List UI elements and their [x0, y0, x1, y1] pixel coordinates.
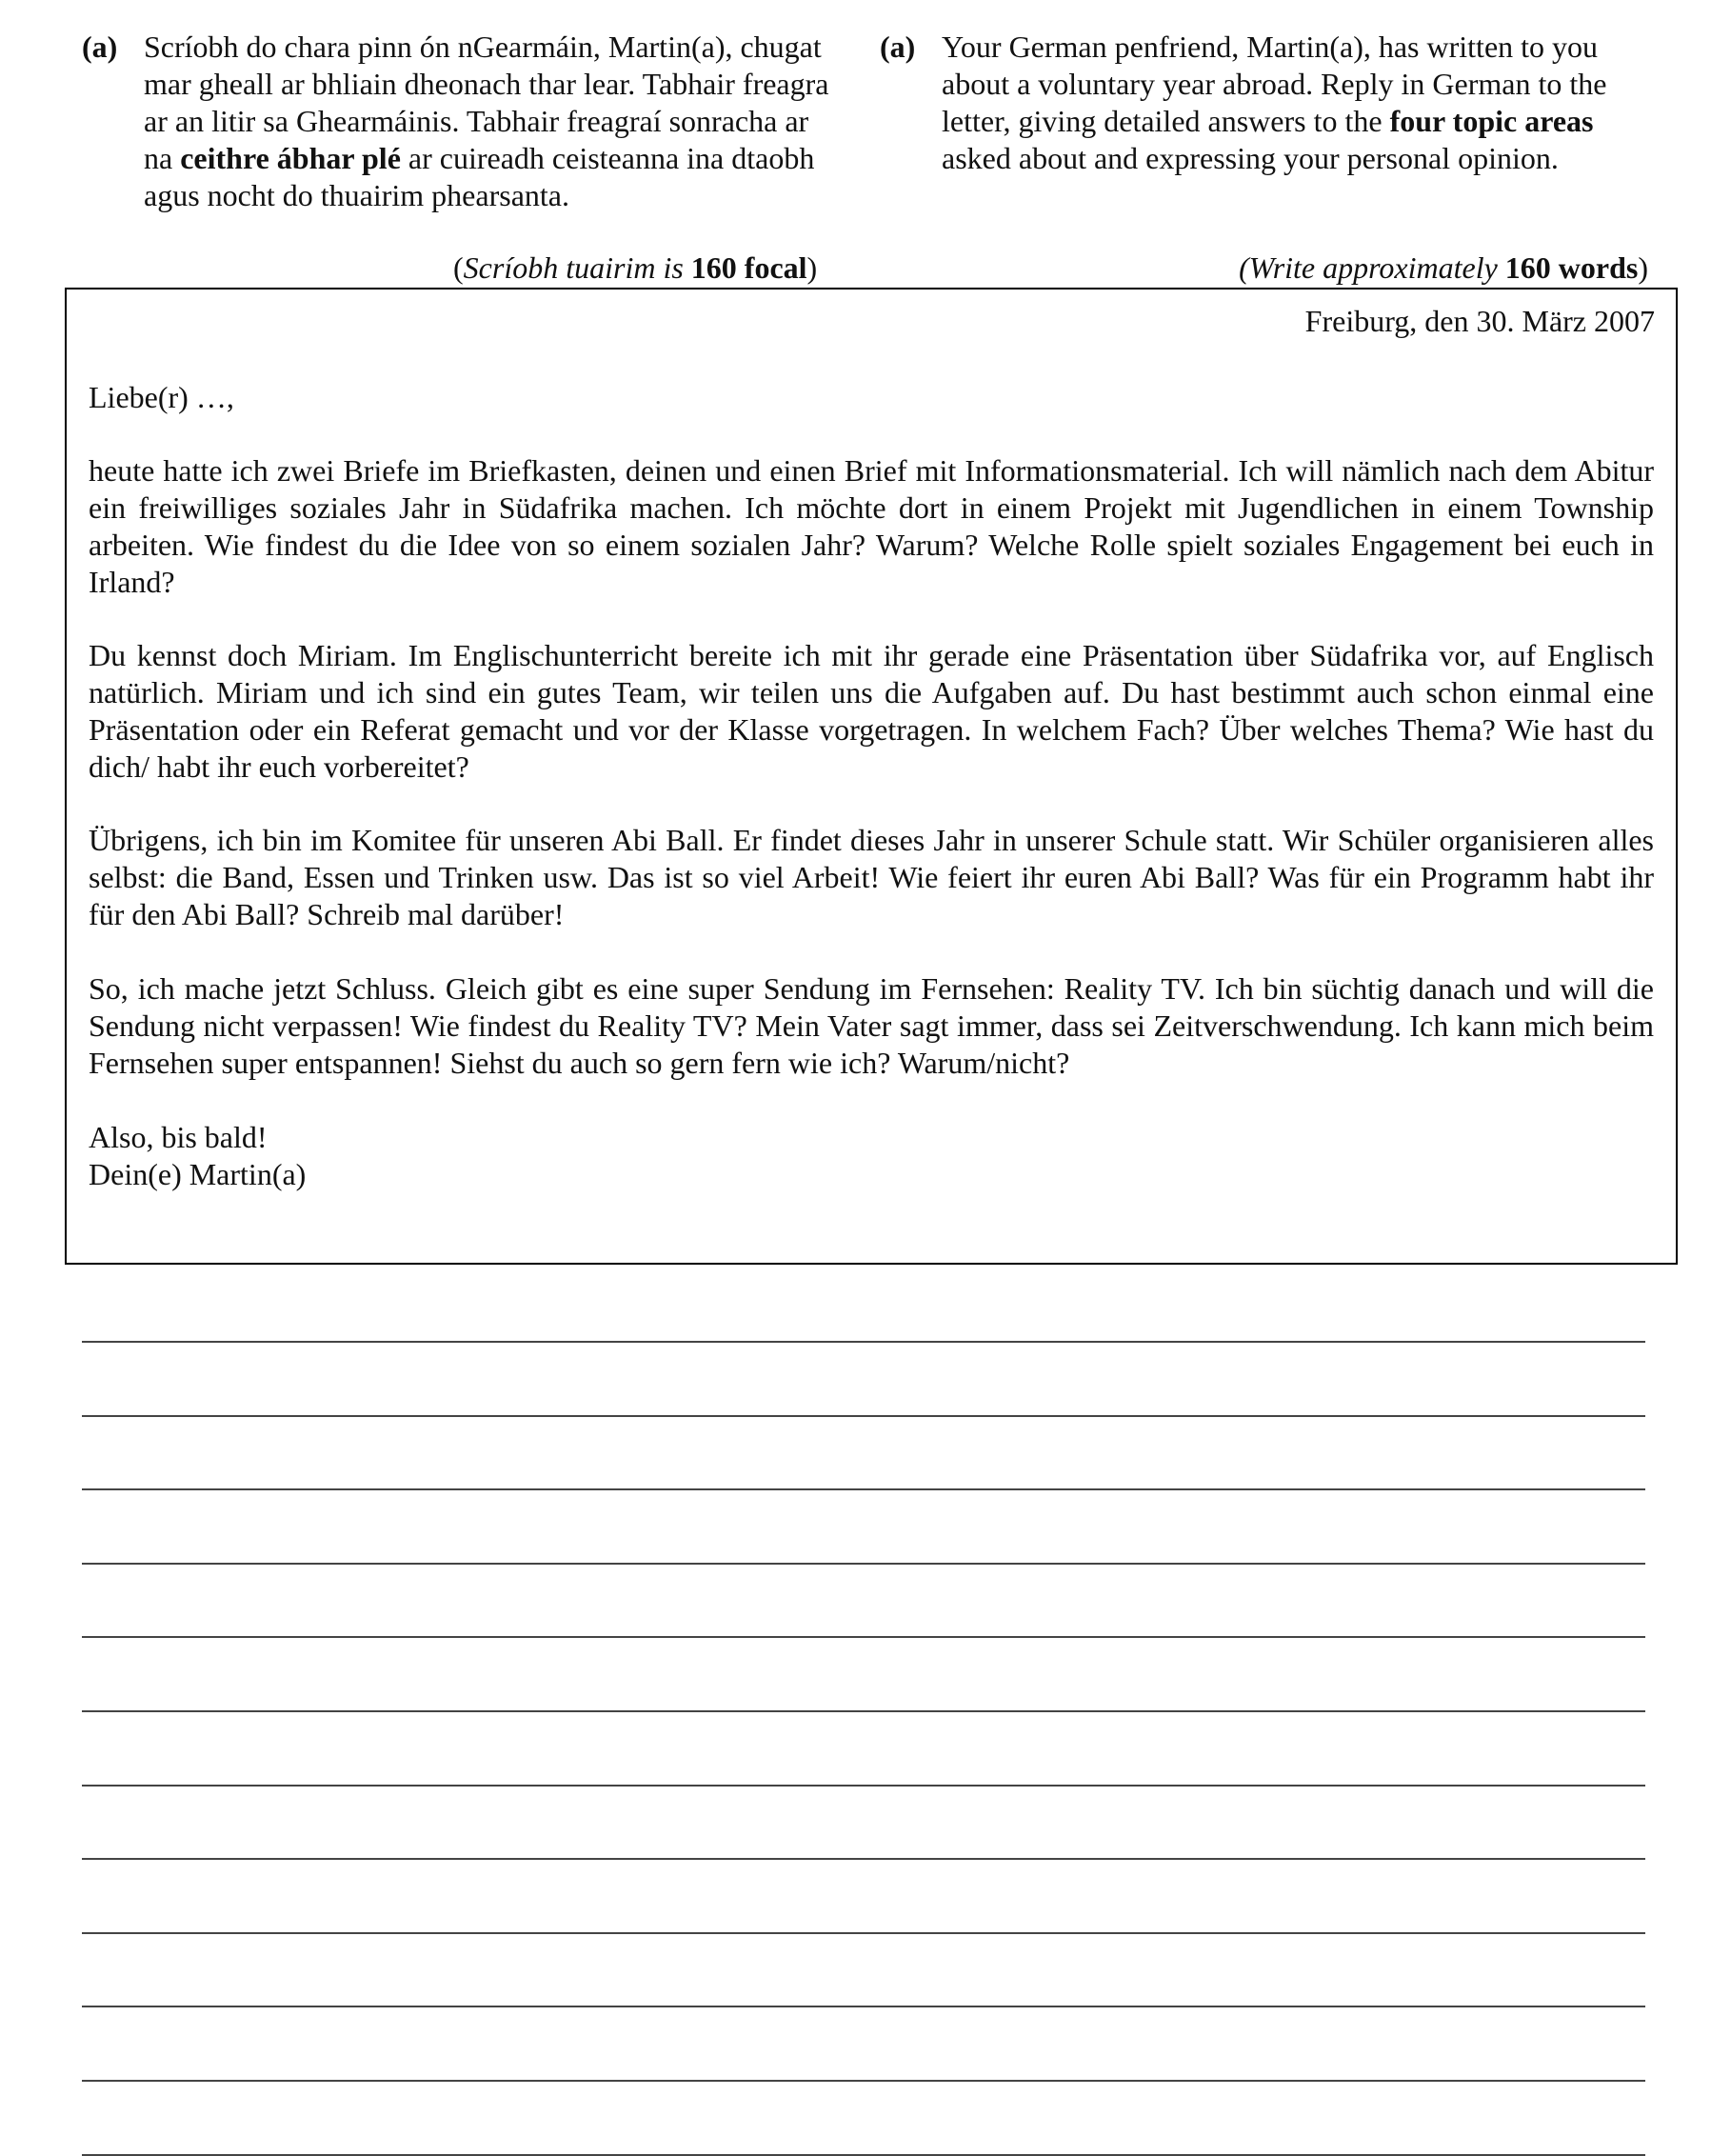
word-count-irish: (Scríobh tuairim is 160 focal): [453, 250, 818, 285]
answer-line[interactable]: [82, 1488, 1645, 1490]
letter-paragraph: Übrigens, ich bin im Komitee für unseren Abi Ball. Er findet dieses Jahr in unserer Schule statt. Wir Schüler organisieren alles selbst: die Band, Essen und Trinken usw. Das ist so viel Arbeit! Wie feiert ihr euren Abi Ball? Was für ein Programm habt ihr für den Abi Ball? Schreib mal darüber!: [89, 823, 1654, 931]
letter-date: Freiburg, den 30. März 2007: [1304, 304, 1655, 338]
question-label-irish: (a): [82, 30, 118, 64]
answer-line[interactable]: [82, 1563, 1645, 1565]
answer-lines: [82, 0, 1645, 2156]
letter-greeting: Liebe(r) …,: [89, 380, 234, 414]
instruction-english-text: Your German penfriend, Martin(a), has written to you about a voluntary year abroad. Reply in German to the letter, giving detailed answers to the four topic areas asked about and expressing your personal opinion.: [942, 30, 1607, 175]
question-label-english: (a): [880, 30, 916, 64]
answer-line[interactable]: [82, 2080, 1645, 2082]
answer-line[interactable]: [82, 1858, 1645, 1860]
answer-line[interactable]: [82, 1341, 1645, 1343]
letter-paragraph: heute hatte ich zwei Briefe im Briefkasten, deinen und einen Brief mit Informationsmaterial. Ich will nämlich nach dem Abitur ein freiwilliges soziales Jahr in Südafrika machen. Ich möchte dort in einem Projekt mit Jugendlichen in einem Township arbeiten. Wie findest du die Idee von so einem sozialen Jahr? Warum? Welche Rolle spielt soziales Engagement bei euch in Irland?: [89, 453, 1654, 599]
answer-line[interactable]: [82, 1932, 1645, 1934]
answer-line[interactable]: [82, 1710, 1645, 1712]
letter-paragraph: So, ich mache jetzt Schluss. Gleich gibt es eine super Sendung im Fernsehen: Reality TV. Ich bin süchtig danach und will die Sendung nicht verpassen! Wie findest du Reality TV? Mein Vater sagt immer, dass sei Zeitverschwendung. Ich kann mich beim Fernsehen super entspannen! Siehst du auch so gern fern wie ich? Warum/nicht?: [89, 971, 1654, 1080]
answer-line[interactable]: [82, 1415, 1645, 1417]
letter-paragraph: Du kennst doch Miriam. Im Englischunterricht bereite ich mit ihr gerade eine Präsentation über Südafrika vor, auf Englisch natürlich. Miriam und ich sind ein gutes Team, wir teilen uns die Aufgaben auf. Du hast bestimmt auch schon einmal eine Präsentation oder ein Referat gemacht und vor der Klasse vorgetragen. In welchem Fach? Über welches Thema? Wie hast du dich/ habt ihr euch vorbereitet?: [89, 638, 1654, 784]
instruction-irish-text: Scríobh do chara pinn ón nGearmáin, Martin(a), chugat mar gheall ar bhliain dheonach thar lear. Tabhair freagra ar an litir sa Ghearmáinis. Tabhair freagraí sonracha ar na ceithre ábhar plé ar cuireadh ceisteanna ina dtaobh agus nocht do thuairim phearsanta.: [144, 30, 829, 212]
word-count-english: (Write approximately 160 words): [1239, 250, 1648, 285]
answer-line[interactable]: [82, 1636, 1645, 1638]
signature-line: Dein(e) Martin(a): [89, 1157, 307, 1191]
answer-line[interactable]: [82, 1785, 1645, 1787]
answer-line[interactable]: [82, 2006, 1645, 2007]
closing-line: Also, bis bald!: [89, 1120, 268, 1154]
